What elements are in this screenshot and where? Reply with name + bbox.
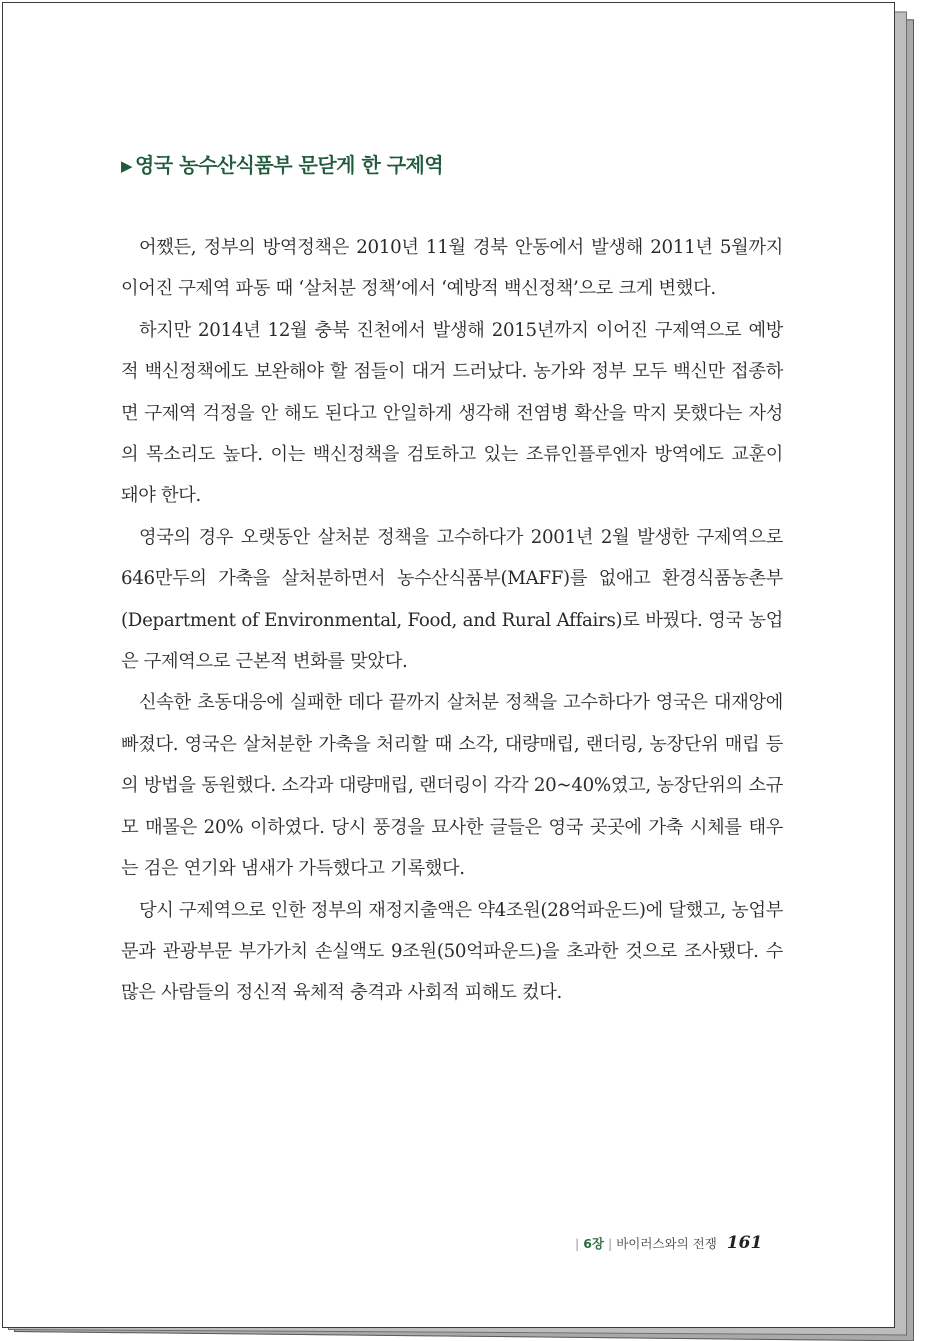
footer-chapter: 6장 (583, 1236, 604, 1251)
section-heading (121, 149, 443, 178)
footer-chapter-title: 바이러스와의 전쟁 (616, 1236, 717, 1251)
paragraph-3: 영국의 경우 오랫동안 살처분 정책을 고수하다가 2001년 2월 발생한 구제역으로 646만두의 가축을 살처분하면서 농수산식품부(MAFF)를 없애고 환경식품농촌부(Department of Environmental, Food, and Rural Affairs)로 바꿨다. 영국 농업은 구제역으로 근본적 변화를 맞았다. (121, 526, 783, 673)
body-text (121, 227, 783, 1014)
paragraph-1: 어쨌든, 정부의 방역정책은 2010년 11월 경북 안동에서 발생해 2011년 5월까지 이어진 구제역 파동 때 ‘살처분 정책’에서 ‘예방적 백신정책’으로 크게 변했다. (121, 237, 783, 300)
paragraph-5: 당시 구제역으로 인한 정부의 재정지출액은 약4조원(28억파운드)에 달했고, 농업부문과 관광부문 부가가치 손실액도 9조원(50억파운드)을 초과한 것으로 조사됐다. 수많은 사람들의 정신적 육체적 충격과 사회적 피해도 컸다. (121, 899, 783, 1004)
triangle-marker-icon: ▶ (121, 157, 133, 175)
footer-divider: | (608, 1236, 613, 1251)
footer-divider: | (575, 1236, 580, 1251)
paragraph-4: 신속한 초동대응에 실패한 데다 끝까지 살처분 정책을 고수하다가 영국은 대재앙에 빠졌다. 영국은 살처분한 가축을 처리할 때 소각, 대량매립, 랜더링, 농장단위 매립 등의 방법을 동원했다. 소각과 대량매립, 랜더링이 각각 20~40%였고, 농장단위의 소규모 매몰은 20% 이하였다. 당시 풍경을 묘사한 글들은 영국 곳곳에 가축 시체를 태우는 검은 연기와 냄새가 가득했다고 기록했다. (121, 692, 783, 880)
page-number: 161 (726, 1233, 763, 1253)
paragraph-2: 하지만 2014년 12월 충북 진천에서 발생해 2015년까지 이어진 구제역으로 예방적 백신정책에도 보완해야 할 점들이 대거 드러났다. 농가와 정부 모두 백신만 접종하면 구제역 걱정을 안 해도 된다고 안일하게 생각해 전염병 확산을 막지 못했다는 자성의 목소리도 높다. 이는 백신정책을 검토하고 있는 조류인플루엔자 방역에도 교훈이 돼야 한다. (121, 319, 783, 507)
running-footer (571, 1233, 762, 1253)
section-title-text: 영국 농수산식품부 문닫게 한 구제역 (135, 153, 444, 177)
book-page (2, 2, 895, 1328)
